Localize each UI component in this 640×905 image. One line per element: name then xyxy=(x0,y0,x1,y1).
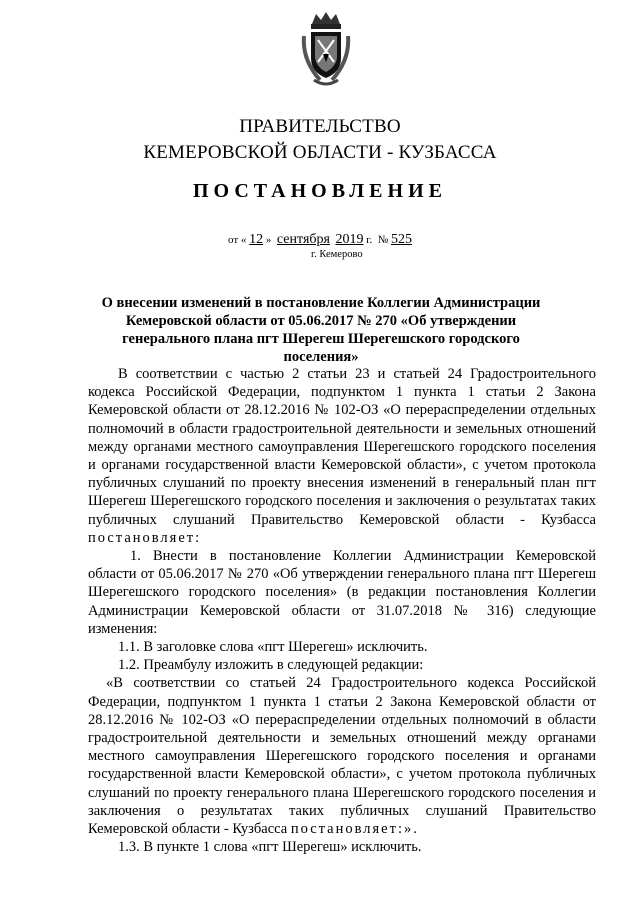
date-day: 12 xyxy=(249,232,264,247)
number-sign: № xyxy=(377,234,389,246)
date-close-quote: » xyxy=(265,234,272,246)
decree-body xyxy=(88,365,596,856)
date-prefix: от « xyxy=(228,234,247,246)
decree-title: О внесении изменений в постановление Коллегии Администрации Кемеровской области от 05.06.2017 № 270 «Об утверждении генерального плана пгт Шерегеш Шерегешского городского поселения» xyxy=(101,295,541,365)
date-year: 2019 xyxy=(335,232,364,247)
document-type-heading: ПОСТАНОВЛЕНИЕ xyxy=(193,180,447,202)
preamble-decrees: постановляет: xyxy=(88,529,202,546)
preamble-paragraph xyxy=(88,365,596,547)
government-name-line2: КЕМЕРОВСКОЙ ОБЛАСТИ - КУЗБАССА xyxy=(143,142,497,163)
item-1-3: 1.3. В пункте 1 слова «пгт Шерегеш» исключить. xyxy=(118,839,422,856)
new-preamble-paragraph xyxy=(88,674,596,838)
date-year-suffix: г. xyxy=(366,234,373,246)
preamble-text: В соответствии с частью 2 статьи 23 и статьей 24 Градостроительного кодекса Российской Федерации, подпунктом 1 пункта 1 статьи 2 Закона Кемеровской области от 28.12.2016 № 102-ОЗ «О перераспределении отдельных полномочий в области градостроительной деятельности и земельных отношений между органами местного самоуправления Шерегешского городского поселения и органами государственной власти Кемеровской области», с учетом протокола публичных слушаний по проекту внесения изменений в генеральный план пгт Шерегеш Шерегешского городского поселения и заключения о результатах таких публичных слушаний Правительство Кемеровской области - Кузбасса xyxy=(88,366,596,528)
item-1-1: 1.1. В заголовке слова «пгт Шерегеш» исключить. xyxy=(118,639,428,656)
decree-number: 525 xyxy=(390,232,412,247)
decree-dateline xyxy=(228,232,412,248)
coat-of-arms-emblem xyxy=(300,10,352,90)
date-month: сентября xyxy=(276,232,330,247)
city-name: г. Кемерово xyxy=(311,249,363,260)
government-name-line1: ПРАВИТЕЛЬСТВО xyxy=(239,116,401,137)
item-1: 1. Внести в постановление Коллегии Администрации Кемеровской области от 05.06.2017 № 270 «Об утверждении генерального плана пгт Шерегеш Шерегешского городского поселения» (в редакции постановления Коллегии Администрации Кемеровской области от 31.07.2018 № 316) следующие изменения: xyxy=(88,548,596,637)
item-1-2: 1.2. Преамбулу изложить в следующей редакции: xyxy=(118,657,424,674)
new-preamble-text: «В соответствии со статьей 24 Градостроительного кодекса Российской Федерации, подпунктом 1 пункта 1 статьи 2 Закона Кемеровской области от 28.12.2016 № 102-ОЗ «О перераспределении отдельных полномочий в области градостроительной деятельности и земельных отношений между органами местного самоуправления Шерегешского городского поселения и органами государственной власти Кемеровской области», с учетом протокола публичных слушаний по проекту генерального плана Шерегешского городского поселения и заключения о результатах таких публичных слушаний Правительство Кемеровской области - Кузбасса xyxy=(88,675,596,838)
new-preamble-decrees: постановляет:». xyxy=(290,821,419,838)
